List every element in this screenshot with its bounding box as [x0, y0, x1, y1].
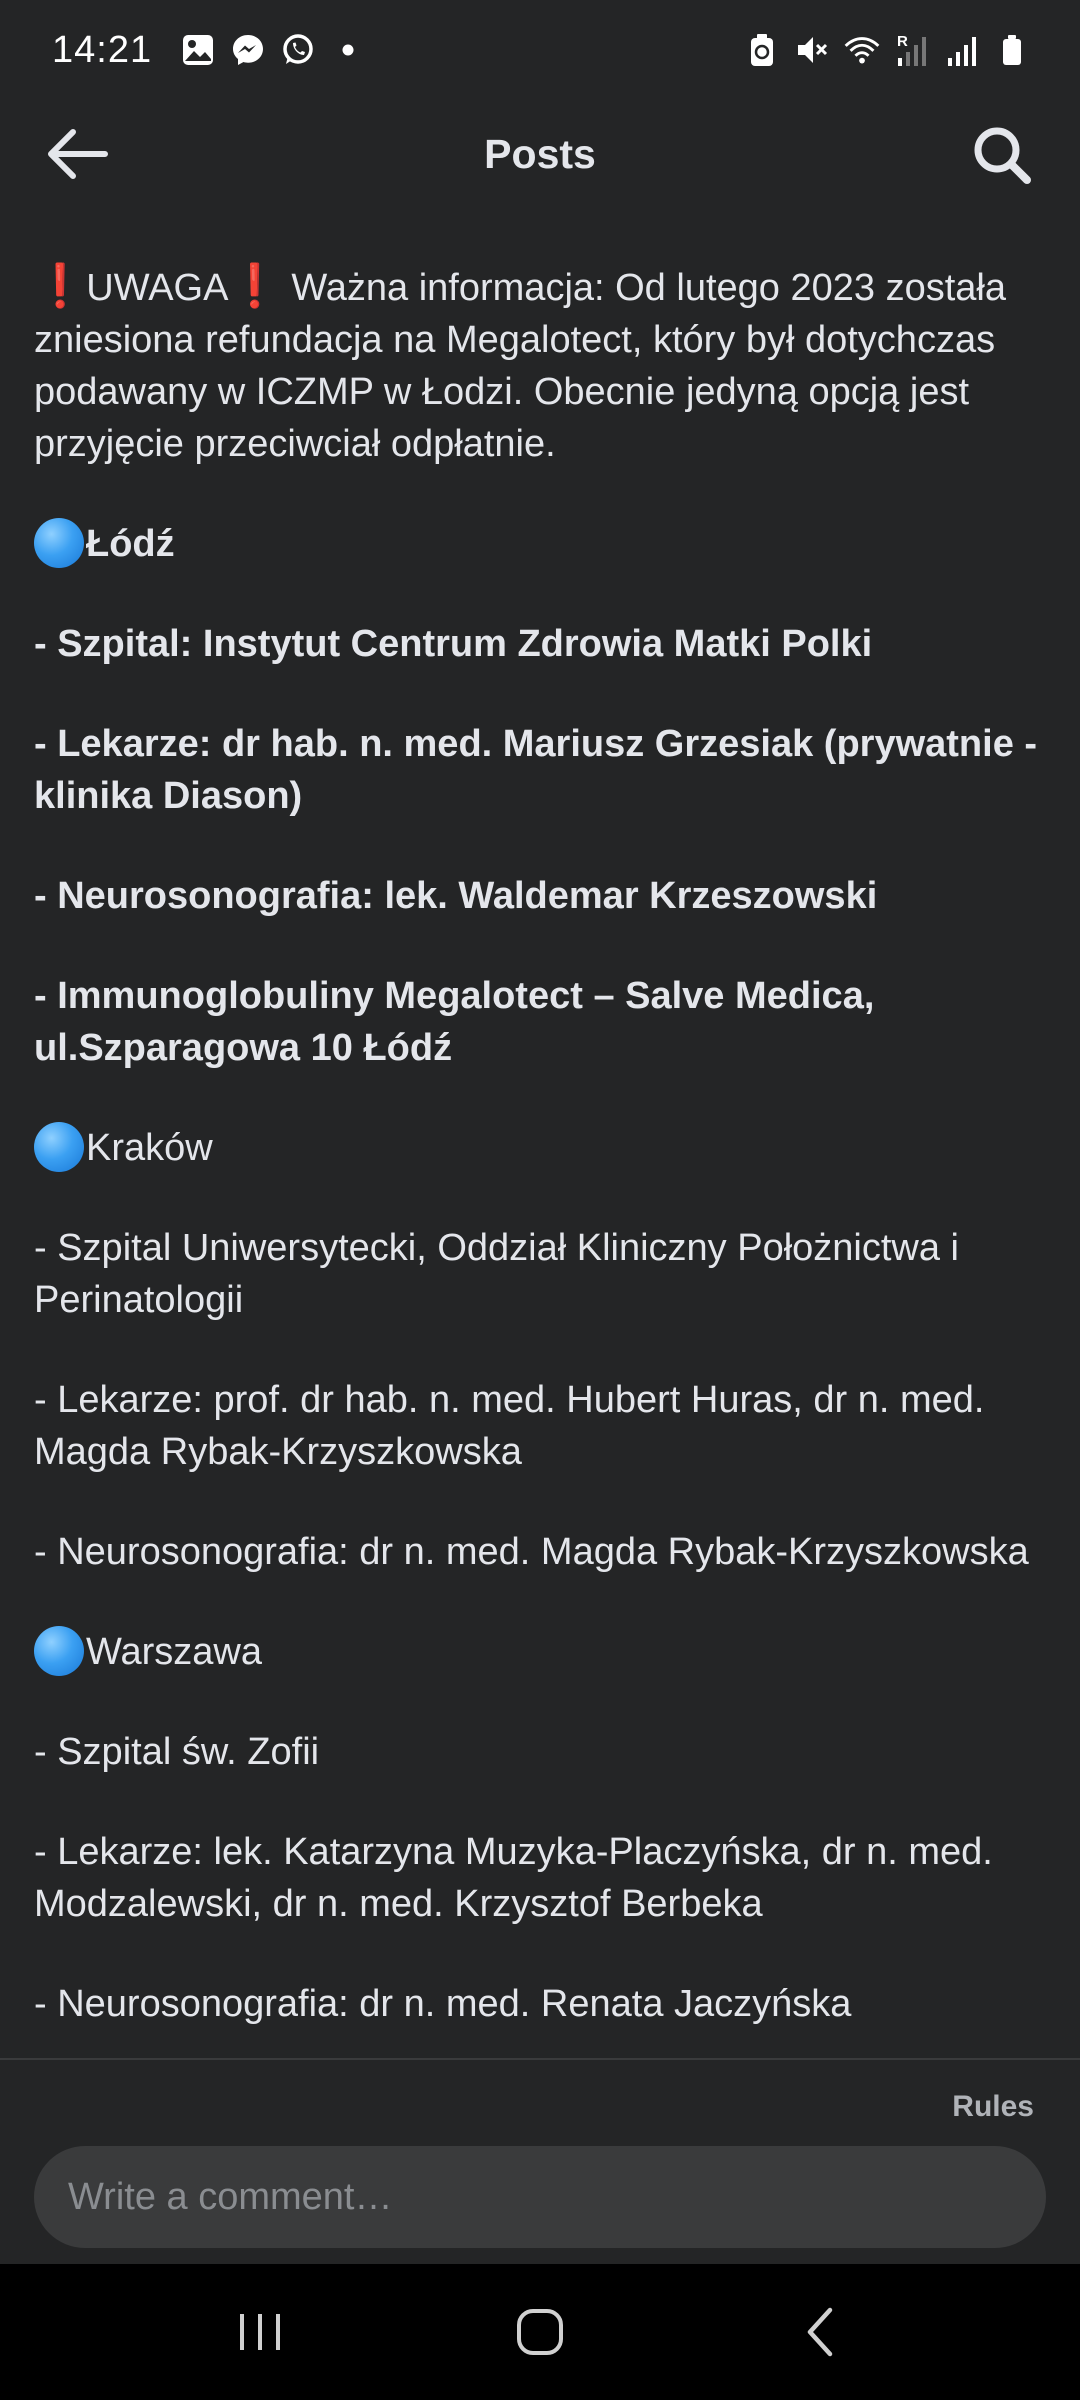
blue-circle-icon [34, 518, 84, 568]
list-item: - Szpital: Instytut Centrum Zdrowia Matki Polki [34, 623, 873, 665]
section-heading-krakow [34, 1122, 1046, 1174]
messenger-icon [230, 32, 266, 68]
section-heading-warszawa [34, 1626, 1046, 1678]
search-button[interactable] [966, 120, 1038, 190]
signal-r-icon [894, 32, 930, 68]
home-icon [515, 2307, 565, 2357]
list-item: - Neurosonografia: dr n. med. Magda Rybak-Krzyszkowska [34, 1531, 1029, 1573]
dot-icon [330, 32, 366, 68]
warning-label: UWAGA [86, 267, 229, 309]
list-item: - Lekarze: lek. Katarzyna Muzyka-Placzyńska, dr n. med. Modzalewski, dr n. med. Krzysztof Berbeka [34, 1831, 993, 1925]
exclamation-icon: ❗ [34, 262, 87, 309]
system-back-button[interactable] [760, 2282, 880, 2382]
whatsapp-icon [280, 32, 316, 68]
status-time: 14:21 [52, 28, 153, 71]
comment-input[interactable] [34, 2146, 1046, 2248]
list-item: - Szpital Uniwersytecki, Oddział Kliniczny Położnictwa i Perinatologii [34, 1227, 959, 1321]
battery-icon [994, 32, 1030, 68]
post-content [0, 208, 1080, 2030]
list-item: - Immunoglobuliny Megalotect – Salve Medica, ul.Szparagowa 10 Łódź [34, 975, 875, 1069]
mute-icon [794, 32, 830, 68]
arrow-left-icon [47, 128, 109, 180]
app-header [0, 100, 1080, 208]
recent-apps-icon [235, 2310, 285, 2354]
list-item: - Neurosonografia: dr n. med. Renata Jaczyńska [34, 1983, 852, 2025]
status-left [52, 29, 366, 72]
list-item: - Neurosonografia: lek. Waldemar Krzeszowski [34, 875, 878, 917]
status-bar [0, 0, 1080, 100]
list-item: - Szpital św. Zofii [34, 1731, 320, 1773]
post-viewport[interactable] [0, 208, 1080, 2058]
recent-apps-button[interactable] [200, 2282, 320, 2382]
list-item: - Lekarze: dr hab. n. med. Mariusz Grzesiak (prywatnie - klinika Diason) [34, 723, 1038, 817]
section-city: Kraków [86, 1127, 213, 1169]
rules-link[interactable]: Rules [952, 2090, 1034, 2123]
list-item: - Lekarze: prof. dr hab. n. med. Hubert Huras, dr n. med. Magda Rybak-Krzyszkowska [34, 1379, 985, 1473]
section-heading-lodz [34, 518, 1046, 570]
back-icon [802, 2306, 838, 2358]
exclamation-icon: ❗ [228, 262, 281, 309]
section-city: Łódź [86, 523, 175, 565]
battery-saver-icon [744, 32, 780, 68]
gallery-icon [180, 32, 216, 68]
signal-icon [944, 32, 980, 68]
warning-text: Ważna informacja: Od lutego 2023 została zniesiona refundacja na Megalotect, który był dotychczas podawany w ICZMP w Łodzi. Obecnie jedyną opcją jest przyjęcie przeciwciał odpłatnie. [34, 267, 1006, 465]
system-nav-bar [0, 2264, 1080, 2400]
comment-bar [0, 2058, 1080, 2264]
status-right [744, 32, 1030, 68]
search-icon [971, 124, 1033, 186]
blue-circle-icon [34, 1626, 84, 1676]
home-button[interactable] [480, 2282, 600, 2382]
blue-circle-icon [34, 1122, 84, 1172]
wifi-icon [844, 32, 880, 68]
back-button[interactable] [44, 122, 112, 186]
page-title: Posts [484, 130, 596, 177]
warning-paragraph [34, 260, 1046, 470]
svg-text:R: R [897, 33, 908, 50]
section-city: Warszawa [86, 1631, 262, 1673]
